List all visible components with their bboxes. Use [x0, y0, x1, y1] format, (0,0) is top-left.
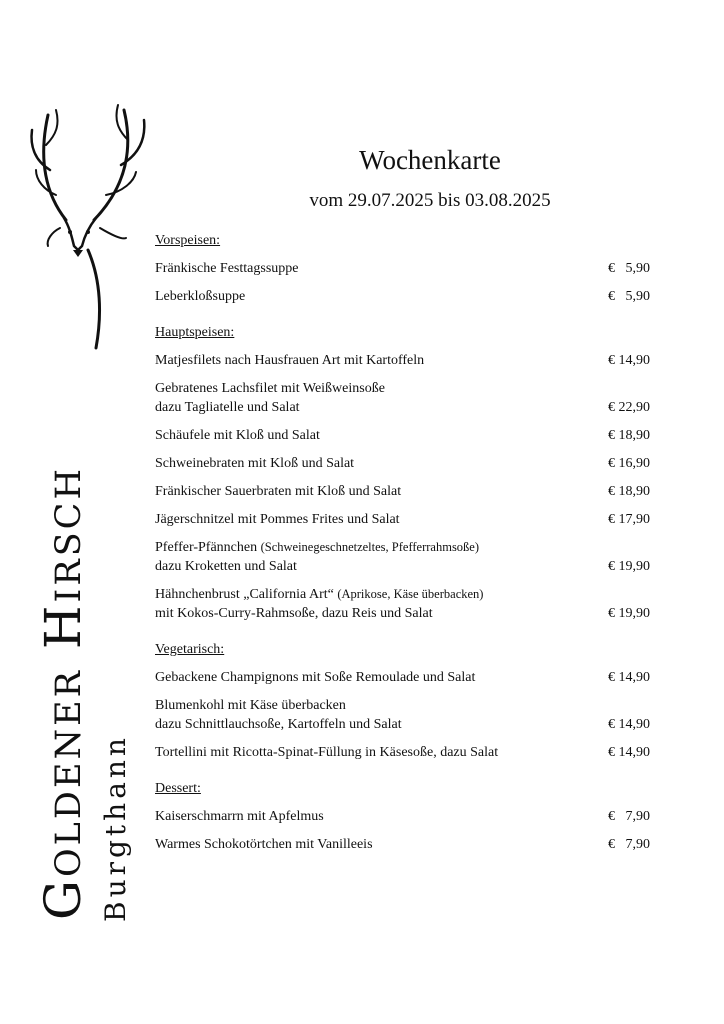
item-name-line2: dazu Schnittlauchsoße, Kartoffeln und Salat — [155, 717, 402, 732]
item-name: Schäufele mit Kloß und Salat — [155, 428, 320, 443]
section-title: Vorspeisen: — [155, 233, 221, 248]
menu-item — [155, 510, 650, 529]
menu-item — [155, 287, 650, 306]
menu-item — [155, 538, 650, 576]
section-title: Dessert: — [155, 781, 201, 796]
item-name-line1 — [155, 585, 590, 604]
item-price: € 14,90 — [608, 745, 650, 760]
item-name-block — [155, 585, 590, 623]
item-name: Schweinebraten mit Kloß und Salat — [155, 456, 355, 471]
menu-item — [155, 454, 650, 473]
section-title: Vegetarisch: — [155, 642, 225, 657]
menu-item — [155, 668, 650, 687]
item-name: Blumenkohl mit Käse überbacken — [155, 698, 346, 713]
item-name: Gebratenes Lachsfilet mit Weißweinsoße — [155, 381, 385, 396]
menu-item — [155, 379, 650, 417]
item-name: Pfeffer-Pfännchen — [155, 540, 258, 555]
item-name: Fränkische Festtagssuppe — [155, 261, 299, 276]
item-price: € 18,90 — [608, 428, 650, 443]
item-price: € 17,90 — [608, 512, 650, 527]
date-range: vom 29.07.2025 bis 03.08.2025 — [309, 190, 551, 211]
menu-item — [155, 696, 650, 734]
item-note: (Aprikose, Käse überbacken) — [337, 587, 484, 601]
item-name: Warmes Schokotörtchen mit Vanilleeis — [155, 837, 373, 852]
item-name-line2: dazu Kroketten und Salat — [155, 559, 297, 574]
item-price: € 7,90 — [608, 837, 650, 852]
item-name: Kaiserschmarrn mit Apfelmus — [155, 809, 324, 824]
menu-item — [155, 351, 650, 370]
item-price: € 14,90 — [608, 670, 650, 685]
brand-location: Burgthann — [99, 734, 132, 922]
item-name: Leberkloßsuppe — [155, 289, 246, 304]
item-price: € 14,90 — [608, 717, 650, 732]
item-name: Gebackene Champignons mit Soße Remoulade und Salat — [155, 670, 476, 685]
section-mains — [155, 324, 650, 623]
section-dessert — [155, 780, 650, 854]
item-name: Fränkischer Sauerbraten mit Kloß und Salat — [155, 484, 402, 499]
item-price: € 19,90 — [608, 606, 650, 621]
item-price: € 5,90 — [608, 261, 650, 276]
menu-list — [155, 232, 650, 872]
menu-item — [155, 585, 650, 623]
menu-item — [155, 426, 650, 445]
section-vegetarian — [155, 641, 650, 762]
item-name-block — [155, 538, 590, 576]
item-name-block — [155, 379, 590, 417]
section-title: Hauptspeisen: — [155, 325, 235, 340]
section-starters — [155, 232, 650, 306]
item-name: Tortellini mit Ricotta-Spinat-Füllung in Käsesoße, dazu Salat — [155, 745, 499, 760]
item-price: € 19,90 — [608, 559, 650, 574]
item-name: Matjesfilets nach Hausfrauen Art mit Kartoffeln — [155, 353, 425, 368]
brand-name: Goldener Hirsch — [34, 466, 92, 920]
item-price: € 14,90 — [608, 353, 650, 368]
item-price: € 5,90 — [608, 289, 650, 304]
item-name-line1 — [155, 538, 590, 557]
item-price: € 16,90 — [608, 456, 650, 471]
menu-item — [155, 743, 650, 762]
page-title: Wochenkarte — [359, 145, 501, 175]
item-price: € 18,90 — [608, 484, 650, 499]
item-name: Jägerschnitzel mit Pommes Frites und Salat — [155, 512, 400, 527]
menu-item — [155, 835, 650, 854]
item-name-line2: mit Kokos-Curry-Rahmsoße, dazu Reis und Salat — [155, 606, 433, 621]
item-note: (Schweinegeschnetzeltes, Pfefferrahmsoße) — [260, 540, 480, 554]
item-name-block — [155, 696, 590, 734]
item-name: Hähnchenbrust „California Art“ — [155, 587, 334, 602]
menu-item — [155, 259, 650, 278]
menu-item — [155, 482, 650, 501]
item-price: € 7,90 — [608, 809, 650, 824]
item-price: € 22,90 — [608, 400, 650, 415]
item-name-line2: dazu Tagliatelle und Salat — [155, 400, 300, 415]
menu-item — [155, 807, 650, 826]
